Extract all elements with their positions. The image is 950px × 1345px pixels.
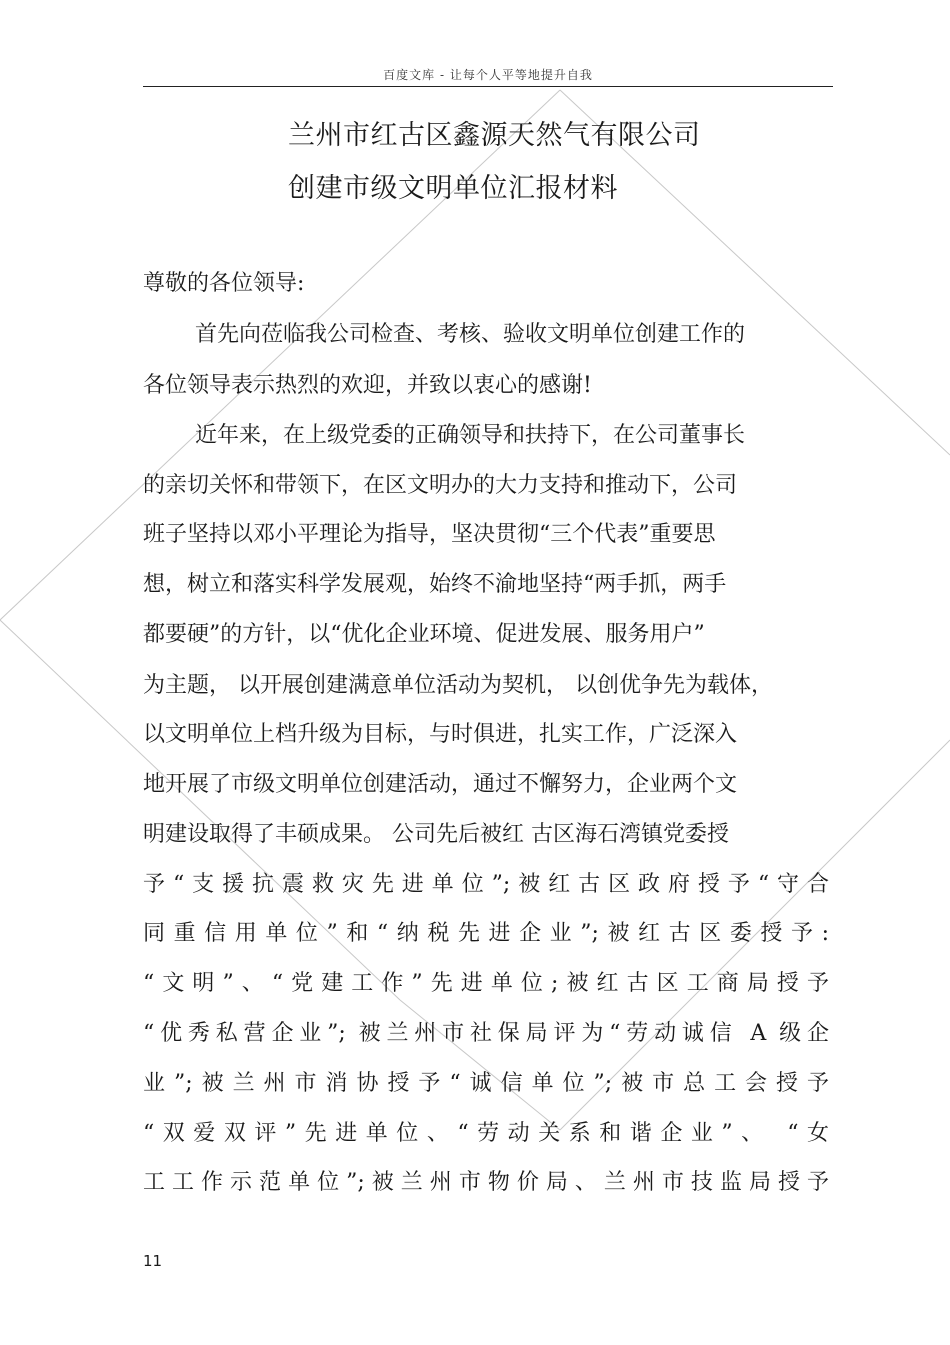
document-title-line-1: 兰州市红古区鑫源天然气有限公司	[288, 120, 701, 151]
page-number: 11	[143, 1252, 163, 1270]
paragraph-line: 明建设取得了丰硕成果。 公司先后被红 古区海石湾镇党委授	[143, 822, 729, 847]
paragraph-line: 都要硬”的方针，以“优化企业环境、促进发展、服务用户”	[143, 622, 705, 647]
paragraph-line: 首先向莅临我公司检查、考核、验收文明单位创建工作的	[195, 322, 746, 347]
paragraph-line: 的亲切关怀和带领下，在区文明办的大力支持和推动下，公司	[143, 473, 738, 498]
paragraph-line: 予“支援抗震救灾先进单位”;被红古区政府授予“守合	[143, 872, 829, 897]
page-header: 百度文库 - 让每个人平等地提升自我	[383, 68, 593, 82]
paragraph-line: 近年来，在上级党委的正确领导和扶持下，在公司董事长	[195, 423, 746, 448]
paragraph-line: 为主题， 以开展创建满意单位活动为契机， 以创优争先为载体，	[143, 673, 773, 698]
header-divider	[143, 86, 833, 87]
document-title-line-2: 创建市级文明单位汇报材料	[288, 173, 618, 204]
salutation: 尊敬的各位领导:	[143, 271, 305, 296]
paragraph-line: 想，树立和落实科学发展观，始终不渝地坚持“两手抓，两手	[143, 572, 727, 597]
paragraph-line: 工工作示范单位”;被兰州市物价局、兰州市技监局授予	[143, 1170, 829, 1195]
paragraph-line: 地开展了市级文明单位创建活动，通过不懈努力，企业两个文	[143, 772, 738, 797]
paragraph-line: “双爱双评”先进单位、“劳动关系和谐企业”、 “女	[143, 1121, 829, 1146]
paragraph-line: 以文明单位上档升级为目标，与时俱进，扎实工作，广泛深入	[143, 722, 738, 747]
paragraph-line: 同重信用单位”和“纳税先进企业”;被红古区委授予:	[143, 921, 829, 946]
paragraph-line: “优秀私营企业”; 被兰州市社保局评为“劳动诚信 A 级企	[143, 1021, 829, 1046]
paragraph-line: 业”;被兰州市消协授予“诚信单位”;被市总工会授予	[143, 1071, 829, 1096]
paragraph-line: “文明”、“党建工作”先进单位;被红古区工商局授予	[143, 971, 829, 996]
paragraph-line: 各位领导表示热烈的欢迎，并致以衷心的感谢!	[143, 373, 592, 398]
paragraph-line: 班子坚持以邓小平理论为指导，坚决贯彻“三个代表”重要思	[143, 522, 716, 547]
